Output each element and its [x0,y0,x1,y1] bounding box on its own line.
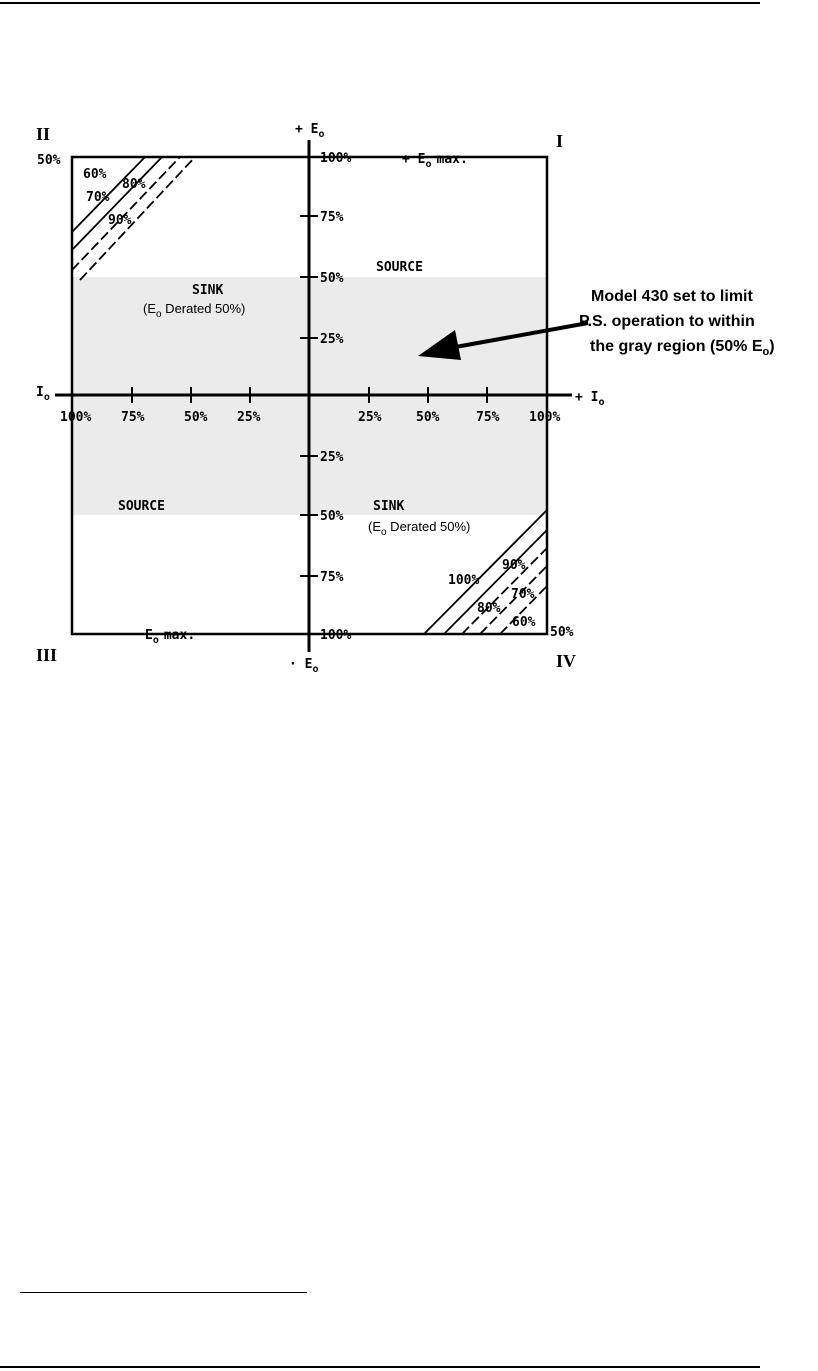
tick-label-eo-25-bottom: 25% [320,450,344,465]
derating-label-80-bottom: 80% [477,601,501,616]
derating-label-60-top: 60% [83,167,107,182]
tick-label-io-25-left: 25% [237,410,261,425]
region-label-source-q1: SOURCE [376,260,423,275]
region-sublabel-q4: ($E_o$ Derated 50%) [368,519,471,538]
tick-label-eo-50-bottom: 50% [320,509,344,524]
eo-max-top-label: + $E_o$ max. [402,152,468,170]
derating-label-70-bottom: 70% [511,587,535,602]
annotation-line-3: the gray region (50% $E_o$) [590,338,775,358]
tick-label-eo-100-bottom: 100% [320,628,352,643]
derating-label-80-top: 80% [122,177,146,192]
tick-label-eo-50-top: 50% [320,271,344,286]
tick-label-io-100-right: 100% [529,410,561,425]
tick-label-io-50-right: 50% [416,410,440,425]
quadrant-label-iv: IV [556,651,577,671]
annotation-line-1: Model 430 set to limit [591,288,753,305]
axis-title-minus-eo: · $E_o$ [289,657,319,675]
corner-label-bottom-right: 50% [550,625,574,640]
axis-title-minus-io: $I_o$ [36,385,50,403]
tick-label-io-75-right: 75% [476,410,500,425]
region-label-source-q3: SOURCE [118,499,165,514]
derating-label-70-top: 70% [86,190,110,205]
tick-label-eo-75-bottom: 75% [320,570,344,585]
axis-title-plus-io: + $I_o$ [575,390,605,408]
tick-label-eo-75-top: 75% [320,210,344,225]
quadrant-label-i: I [556,131,564,151]
eo-max-bottom-label: $E_o$ max. [145,628,196,646]
axis-title-plus-eo: + $E_o$ [295,122,325,140]
region-label-sink-q4: SINK [373,499,405,514]
tick-label-io-100-left: 100% [60,410,92,425]
annotation-line-2: P.S. operation to within [579,313,755,330]
region-sublabel-q2: ($E_o$ Derated 50%) [143,301,246,320]
quadrant-label-ii: II [36,124,51,144]
derating-label-60-bottom: 60% [512,615,536,630]
tick-label-eo-25-top: 25% [320,332,344,347]
region-label-sink-q2: SINK [192,283,224,298]
derating-label-90-bottom: 90% [502,558,526,573]
tick-label-io-75-left: 75% [121,410,145,425]
corner-label-top-left: 50% [37,153,61,168]
quadrant-label-iii: III [36,645,58,665]
derating-label-90-top: 90% [108,213,132,228]
footer-rule [0,1366,760,1368]
footnote-separator [20,1292,307,1293]
tick-label-io-50-left: 50% [184,410,208,425]
tick-label-io-25-right: 25% [358,410,382,425]
derating-label-100-bottom: 100% [448,573,480,588]
tick-label-eo-100-top: 100% [320,151,352,166]
